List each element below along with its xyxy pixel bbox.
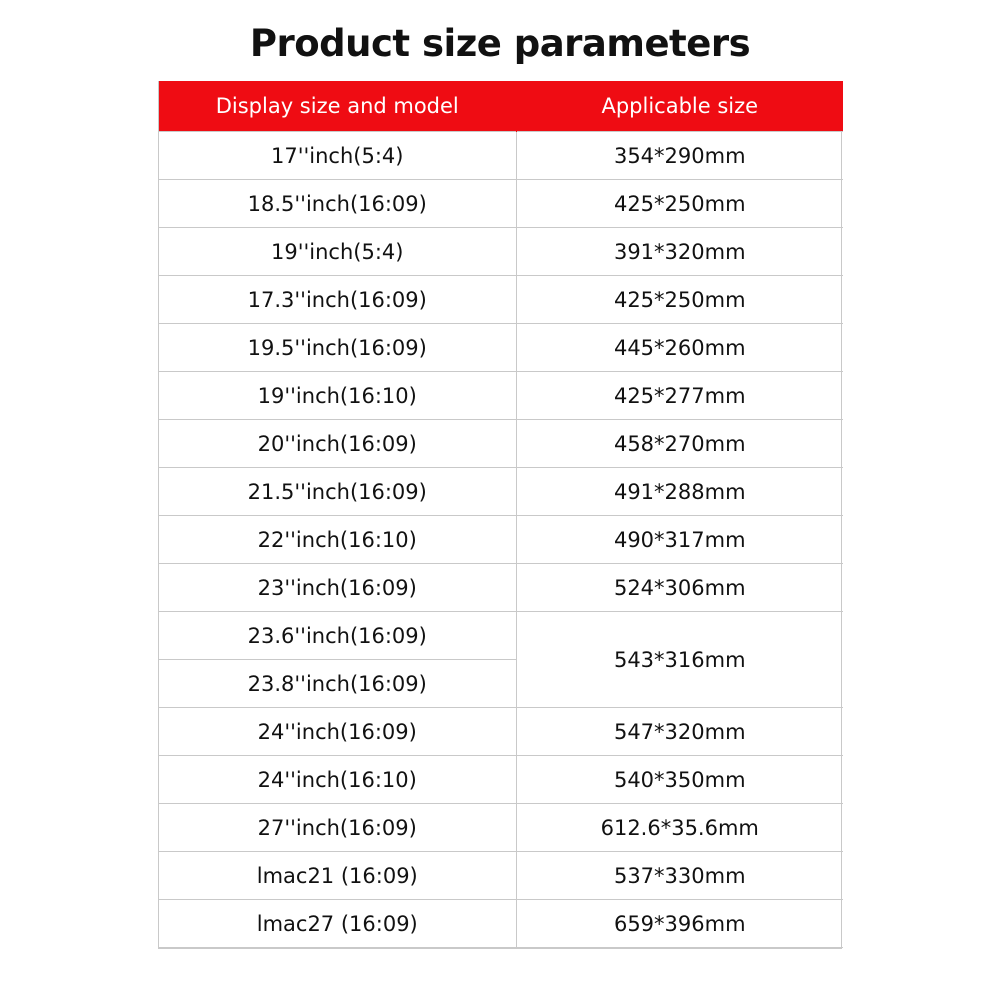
- table-row: [159, 372, 843, 420]
- cell-size: 524*306mm: [516, 564, 843, 612]
- cell-size: 354*290mm: [516, 132, 843, 180]
- table-row: [159, 132, 843, 180]
- page-title: Product size parameters: [249, 22, 751, 65]
- cell-model: 24''inch(16:09): [159, 708, 516, 756]
- cell-size: 391*320mm: [516, 228, 843, 276]
- cell-size: 491*288mm: [516, 468, 843, 516]
- table-row: [159, 756, 843, 804]
- cell-model: 23''inch(16:09): [159, 564, 516, 612]
- table-row: [159, 468, 843, 516]
- cell-size: 425*277mm: [516, 372, 843, 420]
- table-row: [159, 276, 843, 324]
- table-header-row: [159, 81, 843, 132]
- column-header-model: Display size and model: [159, 81, 516, 132]
- table-row: [159, 612, 843, 660]
- cell-size: 490*317mm: [516, 516, 843, 564]
- cell-model: 23.8''inch(16:09): [159, 660, 516, 708]
- cell-model: 23.6''inch(16:09): [159, 612, 516, 660]
- cell-size-merged: 543*316mm: [516, 612, 843, 708]
- cell-model: 18.5''inch(16:09): [159, 180, 516, 228]
- cell-model: 19''inch(16:10): [159, 372, 516, 420]
- cell-size: 540*350mm: [516, 756, 843, 804]
- cell-model: 21.5''inch(16:09): [159, 468, 516, 516]
- cell-size: 612.6*35.6mm: [516, 804, 843, 852]
- cell-size: 425*250mm: [516, 276, 843, 324]
- spec-table-container: [158, 81, 842, 949]
- table-row: [159, 180, 843, 228]
- table-row: [159, 420, 843, 468]
- table-row: [159, 564, 843, 612]
- cell-model: 22''inch(16:10): [159, 516, 516, 564]
- spec-table: [159, 81, 843, 948]
- cell-size: 458*270mm: [516, 420, 843, 468]
- table-row: [159, 516, 843, 564]
- cell-model: 24''inch(16:10): [159, 756, 516, 804]
- cell-model: 19''inch(5:4): [159, 228, 516, 276]
- cell-size: 425*250mm: [516, 180, 843, 228]
- cell-model: lmac27 (16:09): [159, 900, 516, 948]
- table-header: [159, 81, 843, 132]
- table-row: [159, 228, 843, 276]
- table-row: [159, 708, 843, 756]
- table-row: [159, 852, 843, 900]
- cell-model: 27''inch(16:09): [159, 804, 516, 852]
- cell-model: 17.3''inch(16:09): [159, 276, 516, 324]
- table-body: [159, 132, 843, 948]
- cell-size: 537*330mm: [516, 852, 843, 900]
- cell-size: 659*396mm: [516, 900, 843, 948]
- cell-model: 17''inch(5:4): [159, 132, 516, 180]
- column-header-size: Applicable size: [516, 81, 843, 132]
- cell-model: 20''inch(16:09): [159, 420, 516, 468]
- cell-size: 547*320mm: [516, 708, 843, 756]
- table-row: [159, 324, 843, 372]
- cell-model: lmac21 (16:09): [159, 852, 516, 900]
- table-row: [159, 900, 843, 948]
- cell-model: 19.5''inch(16:09): [159, 324, 516, 372]
- cell-size: 445*260mm: [516, 324, 843, 372]
- table-row: [159, 804, 843, 852]
